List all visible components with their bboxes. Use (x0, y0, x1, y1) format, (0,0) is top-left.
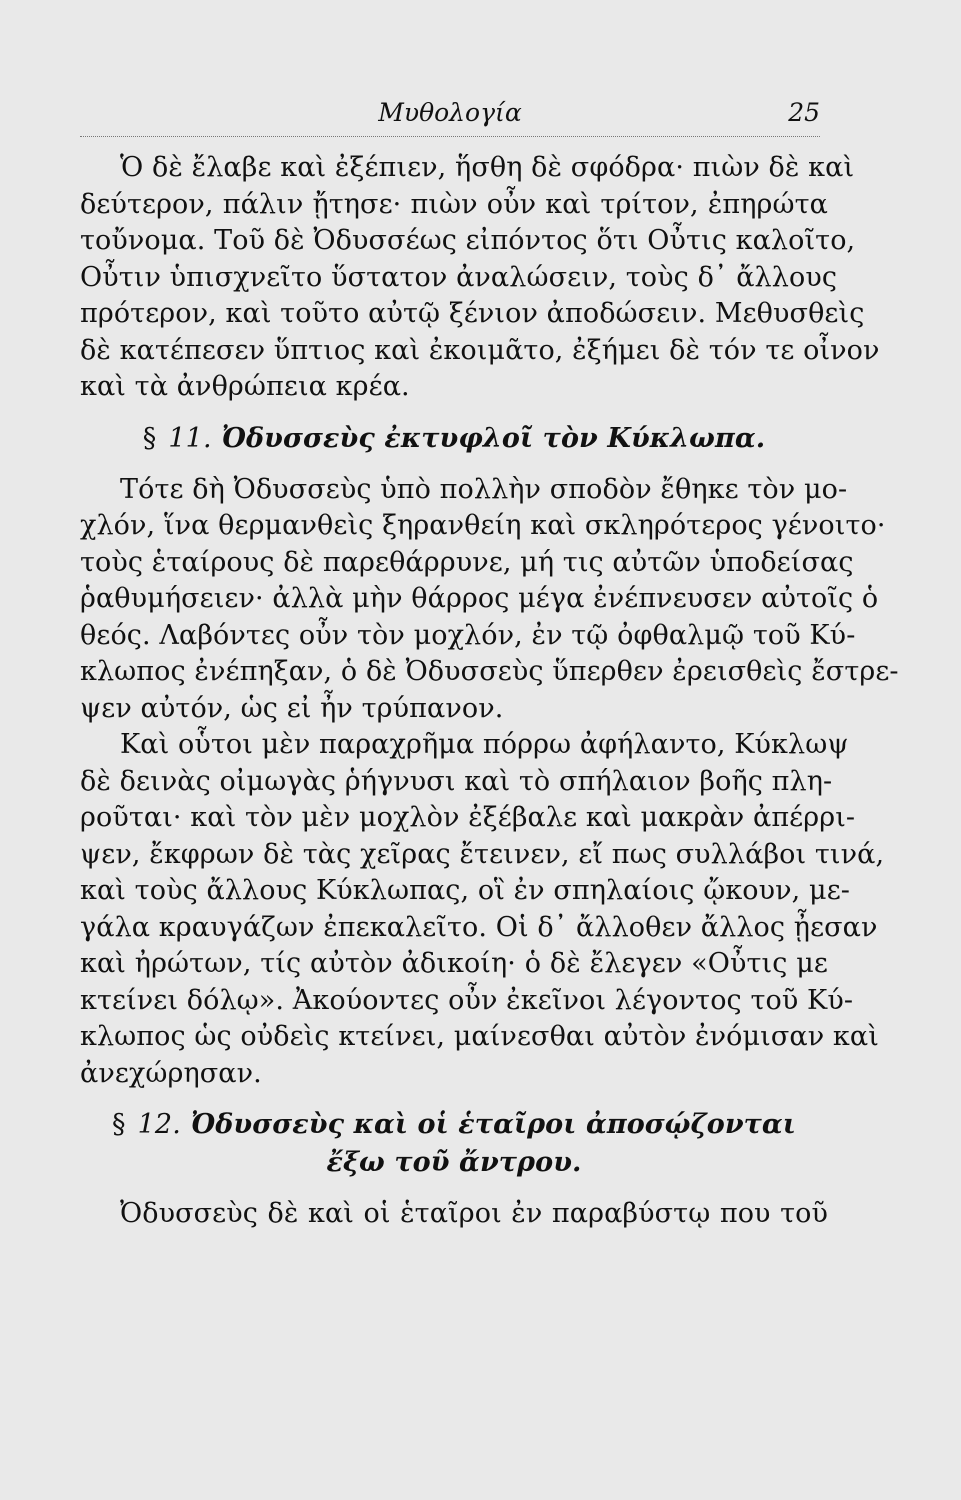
section-symbol: § (112, 1109, 126, 1140)
page-number: 25 (788, 98, 820, 127)
text-line: καὶ ἠρώτων, τίς αὐτὸν ἀδικοίη· ὁ δὲ ἔλεγεν «Οὖτις με (80, 948, 828, 979)
text-line: ἀνεχώρησαν. (80, 1057, 262, 1089)
body-text (80, 150, 899, 1233)
text-line: δὲ κατέπεσεν ὕπτιος καὶ ἐκοιμᾶτο, ἐξήμει δὲ τόν τε οἶνον (80, 334, 880, 366)
section-number: 11. (168, 422, 212, 454)
paragraph-4 (80, 1196, 828, 1233)
text-line: θεός. Λαβόντες οὖν τὸν μοχλόν, ἐν τῷ ὀφθαλμῷ τοῦ Κύ- (80, 619, 856, 651)
text-line: κλωπος ὡς οὐδεὶς κτείνει, μαίνεσθαι αὐτὸν ἐνόμισαν καὶ (80, 1021, 879, 1052)
section-title-line-2: ἔξω τοῦ ἄντρου. (326, 1147, 582, 1178)
text-line: Ὀδυσσεὺς δὲ καὶ οἱ ἑταῖροι ἐν παραβύστῳ που τοῦ (120, 1198, 828, 1229)
section-symbol: § (142, 422, 157, 454)
text-line: ψεν, ἔκφρων δὲ τὰς χεῖρας ἔτεινεν, εἴ πως συλλάβοι τινά, (80, 838, 885, 870)
section-title: Ὀδυσσεὺς ἐκτυφλοῖ τὸν Κύκλωπα. (221, 422, 766, 454)
text-line: γάλα κραυγάζων ἐπεκαλεῖτο. Οἱ δ᾽ ἄλλοθεν ἄλλος ᾖεσαν (80, 911, 878, 943)
text-line: τοὺς ἑταίρους δὲ παρεθάρρυνε, μή τις αὐτῶν ὑποδείσας (80, 546, 854, 578)
text-line: καὶ τὰ ἀνθρώπεια κρέα. (80, 371, 410, 402)
text-line: τοὔνομα. Τοῦ δὲ Ὀδυσσέως εἰπόντος ὅτι Οὖτις καλοῖτο, (80, 225, 856, 256)
text-line: Ὁ δὲ ἔλαβε καὶ ἐξέπιεν, ἥσθη δὲ σφόδρα· πιὼν δὲ καὶ (120, 152, 855, 183)
running-title: Μυθολογία (378, 98, 522, 127)
text-line: καὶ τοὺς ἄλλους Κύκλωπας, οἳ ἐν σπηλαίοις ᾤκουν, με- (80, 875, 851, 906)
text-line: ροῦται· καὶ τὸν μὲν μοχλὸν ἐξέβαλε καὶ μακρὰν ἀπέρρι- (80, 802, 856, 833)
text-line: Καὶ οὗτοι μὲν παραχρῆμα πόρρω ἀφήλαντο, Κύκλωψ (120, 729, 849, 760)
text-line: κτείνει δόλῳ». Ἀκούοντες οὖν ἐκεῖνοι λέγοντος τοῦ Κύ- (80, 984, 854, 1016)
paragraph-3 (80, 727, 885, 1092)
text-line: ῥαθυμήσειεν· ἀλλὰ μὴν θάρρος μέγα ἐνέπνευσεν αὐτοῖς ὁ (80, 583, 879, 614)
text-line: ψεν αὐτόν, ὡς εἰ ἦν τρύπανον. (80, 692, 504, 724)
text-line: κλωπος ἐνέπηξαν, ὁ δὲ Ὀδυσσεὺς ὕπερθεν ἐρεισθεὶς ἔστρε- (80, 656, 899, 687)
section-heading-11 (80, 420, 828, 458)
section-title-line-1: Ὀδυσσεὺς καὶ οἱ ἑταῖροι ἀποσῴζονται (190, 1109, 796, 1140)
text-line: πρότερον, καὶ τοῦτο αὐτῷ ξένιον ἀποδώσειν. Μεθυσθεὶς (80, 298, 865, 329)
text-line: Οὖτιν ὑπισχνεῖτο ὕστατον ἀναλώσειν, τοὺς δ᾽ ἄλλους (80, 261, 838, 293)
text-line: Τότε δὴ Ὀδυσσεὺς ὑπὸ πολλὴν σποδὸν ἔθηκε τὸν μο- (120, 473, 848, 505)
running-head (80, 96, 820, 137)
section-heading-12 (80, 1106, 828, 1182)
paragraph-1 (80, 150, 880, 406)
text-line: χλόν, ἵνα θερμανθεὶς ξηρανθείη καὶ σκληρότερος γένοιτο· (80, 510, 886, 541)
section-number: 12. (137, 1109, 181, 1140)
paragraph-2 (80, 472, 899, 728)
text-line: δὲ δεινὰς οἰμωγὰς ῥήγνυσι καὶ τὸ σπήλαιον βοῆς πλη- (80, 765, 833, 797)
text-line: δεύτερον, πάλιν ᾔτησε· πιὼν οὖν καὶ τρίτον, ἐπηρώτα (80, 188, 828, 220)
